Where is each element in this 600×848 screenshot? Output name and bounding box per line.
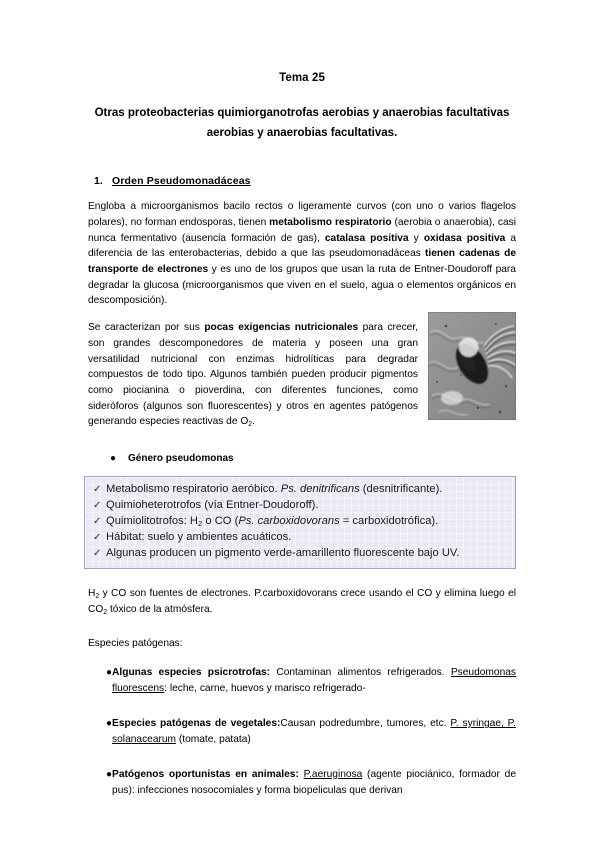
list-item-body	[112, 665, 516, 697]
list-item-body	[112, 767, 516, 799]
para1-text2: (aerobia o anaerobia), casi nunca fermentativo (ausencia formación de gas),	[88, 216, 516, 244]
para1-text5: y es uno de los grupos que usan la ruta de Entner-Doudoroff para degradar la glucosa (microorganismos que viven en el suelo, agua o elementos orgánicos en descomposición).	[88, 264, 516, 307]
checklist-item	[93, 546, 507, 562]
checklist-item-text	[106, 546, 459, 562]
species-1-text2: (tomate, patata)	[176, 733, 251, 745]
page-content	[88, 0, 516, 817]
paragraph-one	[88, 199, 516, 309]
species-0-text2: : leche, carne, huevos y marisco refrigerado-	[164, 683, 366, 695]
page-subtitle: Otras proteobacterias quimiorganotrofas aerobias y anaerobias facultativas aerobias y anaerobias facultativas.	[94, 107, 510, 140]
para1-bold4: tienen cadenas de transporte de electrones	[88, 248, 517, 276]
after-text1: H	[88, 587, 96, 599]
checklist-item-text	[106, 530, 291, 546]
checklist-box	[84, 476, 516, 569]
page-title: Tema 25	[279, 72, 325, 84]
checklist-item-text	[106, 482, 442, 498]
check-2-pre: Quimiolitotrofos: H	[106, 514, 199, 527]
section-heading	[94, 175, 516, 187]
check-4-pre: Algunas producen un pigmento verde-amarillento fluorescente bajo UV.	[106, 546, 460, 559]
checklist-item	[93, 482, 507, 498]
species-2-underline: P.aeruginosa	[303, 768, 363, 780]
genus-bullet	[110, 453, 516, 464]
species-2-bold: Patógenos oportunistas en animales:	[112, 768, 299, 780]
para2-text2: para crecer, son grandes descomponedores de materia y poseen una gran versatilidad nutricional con enzimas hidrolíticas para degradar compuestos de todo tipo. Algunos también pueden producir pigmentos como piocianina o pioverdina, con diferentes funciones, como sideróforos (algunos son fluorescentes) y otros en agentes patógenos generando especies reactivas de O	[88, 322, 419, 428]
list-item	[88, 665, 516, 697]
species-1-text1: Causan podredumbre, tumores, etc.	[280, 718, 451, 730]
species-0-text1: Contaminan alimentos refrigerados.	[270, 667, 451, 679]
para2-text3: .	[252, 416, 255, 428]
bullet-dot-icon: ●	[106, 718, 113, 730]
list-item-body	[112, 716, 516, 748]
species-0-bold: Algunas especies psicrotrofas:	[112, 667, 271, 679]
flagellated-bacterium-micrograph	[428, 312, 516, 420]
pathogenic-species-heading: Especies patógenas:	[88, 637, 183, 649]
check-2-mid: o CO (	[202, 514, 239, 527]
check-2-post: = carboxidotrófica).	[339, 514, 439, 527]
after-sub1: 2	[95, 592, 100, 600]
para1-bold1: metabolismo respiratorio	[269, 216, 392, 228]
figure-wrapper	[428, 312, 516, 420]
species-list	[88, 665, 516, 798]
checklist-item	[93, 498, 507, 514]
species-2-text2: (agente piociánico, formador de pus): infecciones nosocomiales y forma biopeliculas que derivan	[112, 768, 516, 796]
after-sub2: 2	[103, 609, 108, 617]
para1-text4: a diferencia de las enterobacterias, debido a que las pseudomonadáceas	[88, 232, 516, 260]
check-icon: ✓	[93, 547, 102, 559]
check-3-pre: Hábitat: suelo y ambientes acuáticos.	[106, 530, 292, 543]
check-0-pre: Metabolismo respiratorio aeróbico.	[106, 483, 281, 495]
bullet-dot-icon: ●	[110, 453, 117, 464]
check-icon: ✓	[93, 515, 102, 527]
check-2-italic: Ps. carboxidovorans	[238, 514, 340, 527]
section-title: Orden Pseudomonadáceas	[112, 175, 251, 188]
check-icon: ✓	[93, 484, 102, 495]
para2-subscript: 2	[248, 421, 253, 429]
check-icon: ✓	[93, 499, 102, 511]
after-text3: tóxico de la atmósfera.	[107, 604, 213, 616]
para1-bold3: oxidasa positiva	[423, 232, 506, 244]
species-0-underline: Pseudomonas fluorescens	[112, 667, 516, 695]
genus-bullet-label: Género pseudomonas	[128, 453, 234, 464]
para1-text3: y	[408, 232, 424, 244]
species-1-bold: Especies patógenas de vegetales:	[112, 718, 281, 730]
check-icon: ✓	[93, 531, 102, 543]
checklist-item	[93, 530, 507, 546]
paragraph-after-box	[88, 586, 516, 619]
check-0-post: (desnitrificante).	[359, 483, 443, 495]
section-number: 1.	[94, 175, 103, 188]
checklist-item-text	[106, 514, 438, 530]
list-item	[88, 716, 516, 748]
para1-bold2: catalasa positiva	[324, 232, 409, 244]
para2-text1: Se caracterizan por sus	[88, 322, 205, 334]
para1-text1: Engloba a microorganismos bacilo rectos o ligeramente curvos (con uno o varios flagelos polares), no forman endosporas, tienen	[88, 201, 516, 228]
bullet-dot-icon: ●	[106, 768, 113, 780]
para2-bold1: pocas exigencias nutricionales	[204, 322, 359, 334]
checklist-item	[93, 514, 507, 530]
checklist-item-text	[106, 498, 318, 514]
check-1-pre: Quimioheterotrofos (vía Entner-Doudoroff).	[106, 498, 319, 511]
check-0-italic: Ps. denitrificans	[280, 483, 360, 495]
bullet-dot-icon: ●	[106, 667, 113, 679]
check-2-subscript: 2	[198, 518, 203, 528]
species-1-underline: P. syringae, P. solanacearum	[112, 718, 516, 745]
after-text2: y CO son fuentes de electrones. P.carboxidovorans crece usando el CO y elimina luego el CO	[88, 587, 516, 616]
list-item	[88, 767, 516, 799]
